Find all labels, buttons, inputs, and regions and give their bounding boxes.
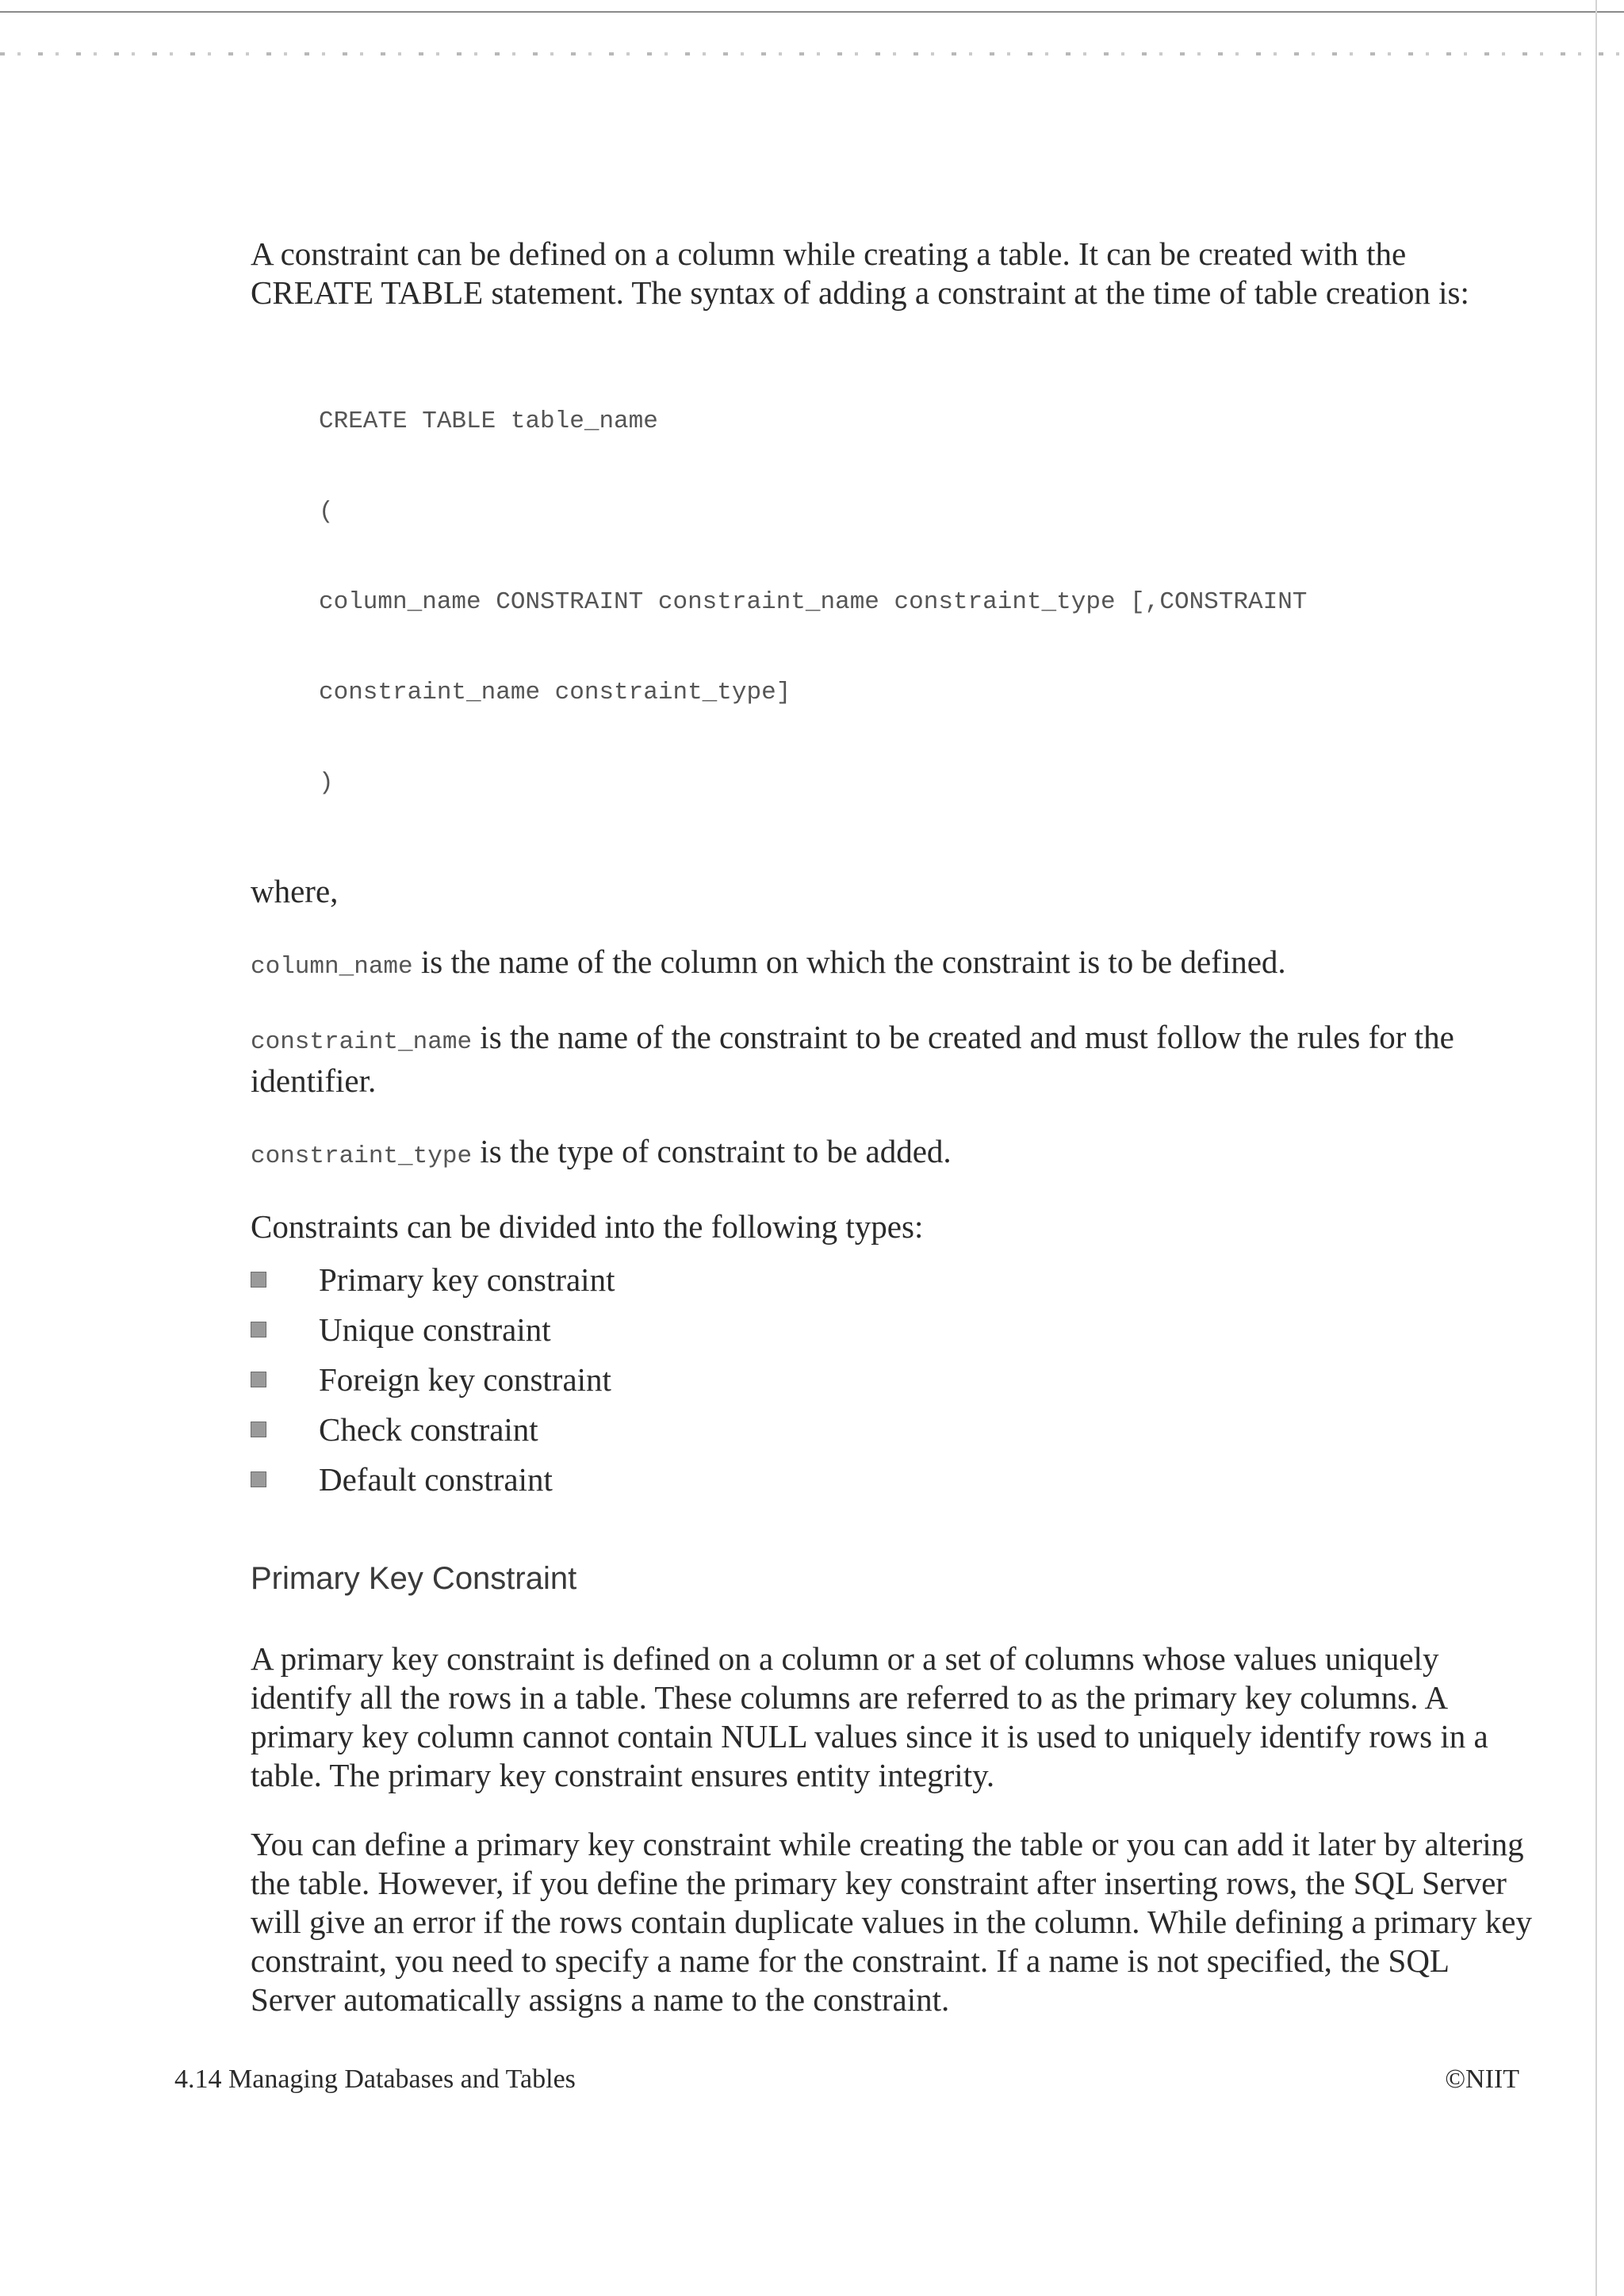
definition-text: is the name of the constraint to be created and must follow the rules for the identifier. <box>251 1019 1454 1099</box>
square-bullet-icon <box>251 1372 266 1387</box>
code-line: CREATE TABLE table_name <box>319 408 658 435</box>
definition-term: constraint_name <box>251 1028 473 1056</box>
definition-term: constraint_type <box>251 1142 473 1170</box>
list-item <box>251 1254 1535 1304</box>
scan-top-line <box>0 11 1624 13</box>
list-item-label: Check constraint <box>319 1410 538 1448</box>
scan-page-edge <box>1595 0 1597 2296</box>
square-bullet-icon <box>251 1322 266 1337</box>
intro-paragraph: A constraint can be defined on a column while creating a table. It can be created with the CREATE TABLE statement. The syntax of adding a constraint at the time of table creation is: <box>251 235 1469 311</box>
definition-term: column_name <box>251 953 413 981</box>
where-label: where, <box>251 873 339 909</box>
page-body <box>251 235 1535 2019</box>
syntax-code-block <box>319 349 1535 856</box>
list-item-label: Unique constraint <box>319 1311 551 1348</box>
definition-text: is the name of the column on which the constraint is to be defined. <box>412 943 1286 980</box>
list-item <box>251 1404 1535 1454</box>
list-item <box>251 1354 1535 1404</box>
code-line: ) <box>319 769 334 797</box>
footer-page-title: 4.14 Managing Databases and Tables <box>174 2064 576 2094</box>
list-item-label: Default constraint <box>319 1460 553 1498</box>
section-heading: Primary Key Constraint <box>251 1561 577 1596</box>
list-item-label: Foreign key constraint <box>319 1360 611 1398</box>
definition-column-name <box>251 943 1535 986</box>
primary-key-paragraph-2: You can define a primary key constraint while creating the table or you can add it later by altering the table. However, if you define the primary key constraint after inserting rows, the SQL Server will give an error if the rows contain duplicate values in the column. While defining a primary key constraint, you need to specify a name for the constraint. If a name is not specified, the SQL Server automatically assigns a name to the constraint. <box>251 1826 1532 2018</box>
square-bullet-icon <box>251 1471 266 1487</box>
definition-constraint-type <box>251 1132 1535 1176</box>
square-bullet-icon <box>251 1422 266 1437</box>
definition-constraint-name <box>251 1018 1535 1100</box>
list-item <box>251 1304 1535 1354</box>
definition-text: is the type of constraint to be added. <box>472 1133 952 1169</box>
list-item-label: Primary key constraint <box>319 1261 615 1298</box>
footer-copyright: ©NIIT <box>1445 2064 1519 2094</box>
code-line: ( <box>319 498 334 526</box>
types-intro: Constraints can be divided into the following types: <box>251 1208 924 1245</box>
list-item <box>251 1454 1535 1504</box>
primary-key-paragraph-1: A primary key constraint is defined on a column or a set of columns whose values uniquely identify all the rows in a table. These columns are referred to as the primary key columns. A primary key column cannot contain NULL values since it is used to uniquely identify rows in a table. The primary key constraint ensures entity integrity. <box>251 1640 1488 1793</box>
square-bullet-icon <box>251 1272 266 1288</box>
code-line: constraint_name constraint_type] <box>319 679 791 706</box>
code-line: column_name CONSTRAINT constraint_name constraint_type [,CONSTRAINT <box>319 588 1308 616</box>
constraint-types-list <box>251 1254 1535 1504</box>
scan-artifact-line <box>0 52 1624 55</box>
